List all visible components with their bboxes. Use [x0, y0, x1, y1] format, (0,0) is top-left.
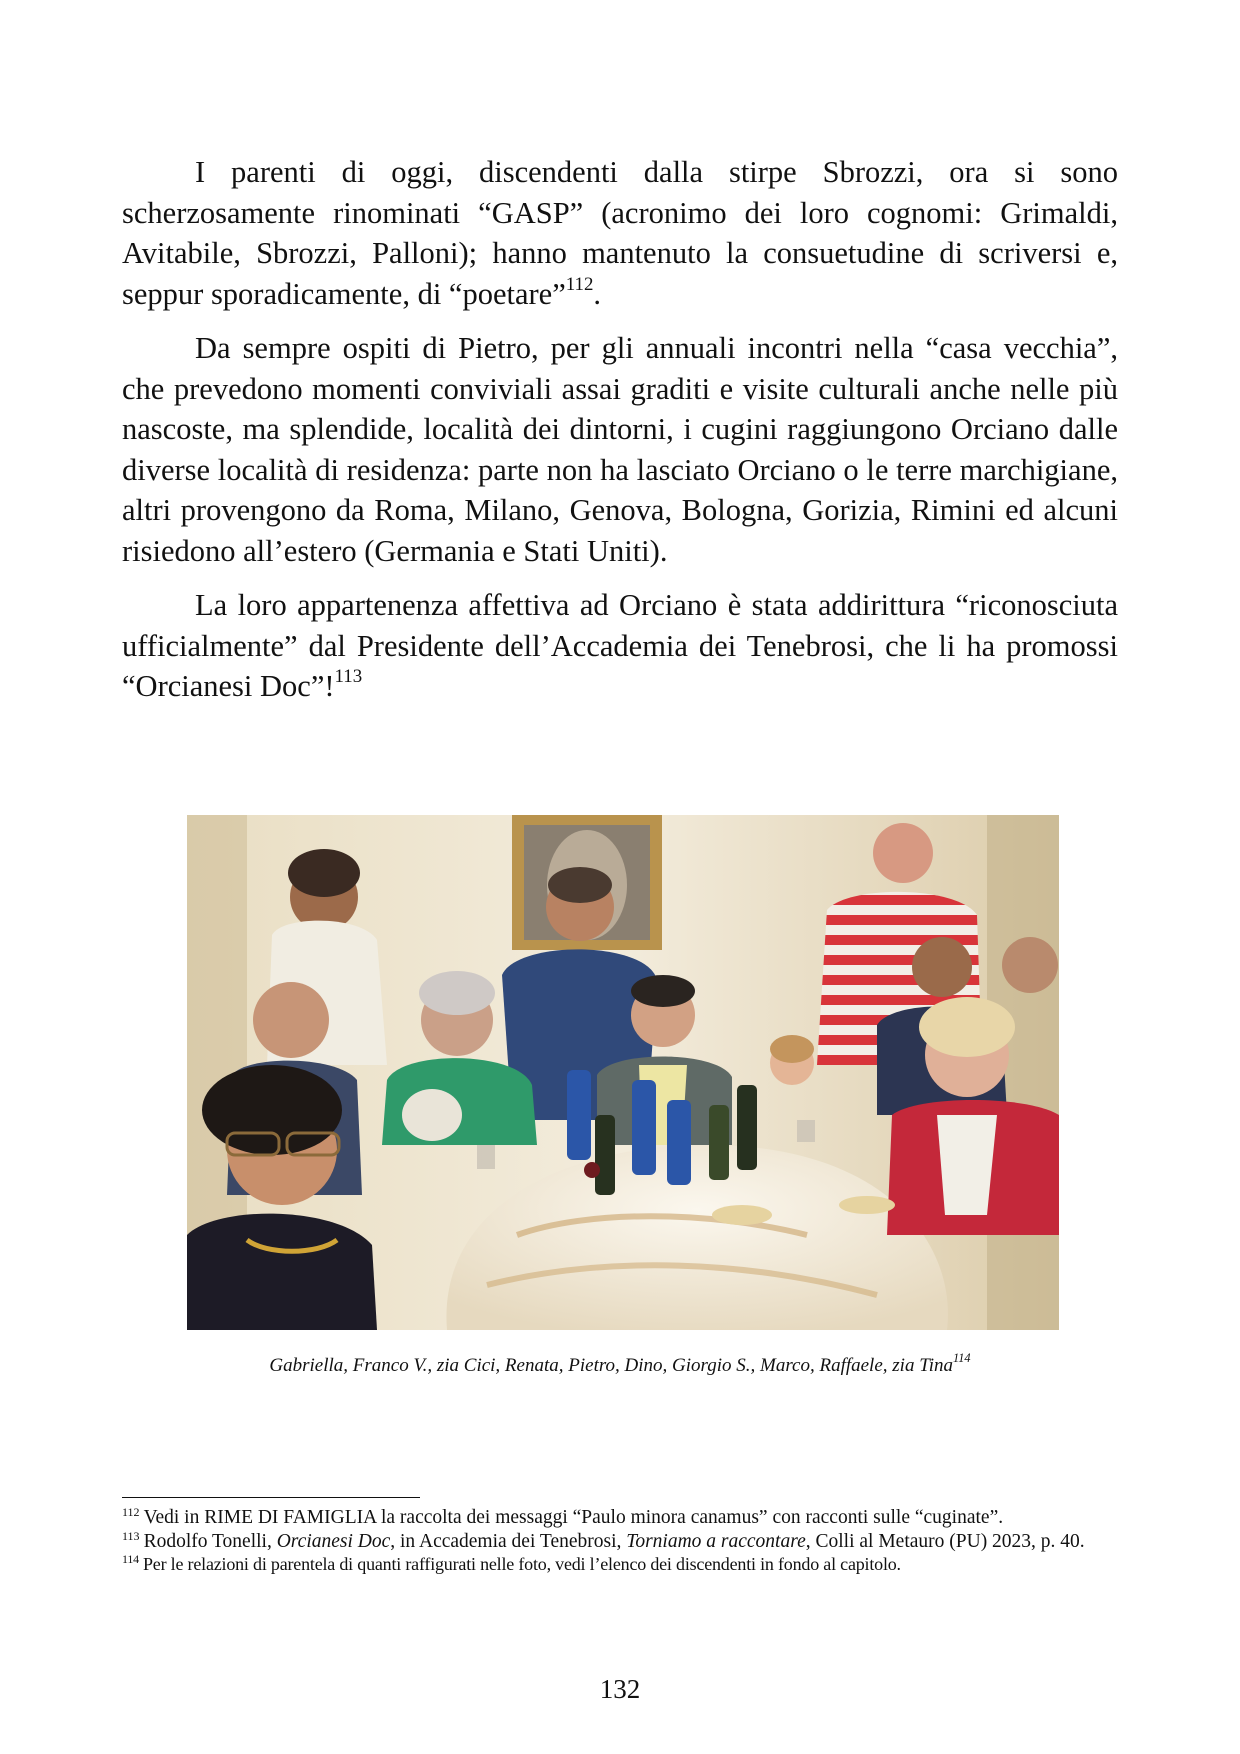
footnote-number: 112: [122, 1505, 140, 1519]
family-dinner-photo: [187, 815, 1059, 1330]
footnotes: [122, 1506, 1118, 1577]
body-text: [122, 152, 1118, 721]
work-title: Orcianesi Doc: [276, 1530, 391, 1552]
footnote-number: 113: [122, 1528, 140, 1543]
footnote-114: $^{114}$ Per le relazioni di parentela di quanti raffigurati nelle foto, vedi l’elenco dei discendenti in fondo al capitolo.: [122, 1552, 901, 1574]
footnote-112: $^{112}$ Vedi in RIME DI FAMIGLIA la raccolta dei messaggi “Paulo minora canamus” con racconti sulle “cuginate”.: [122, 1505, 1004, 1528]
footnote-number: 114: [122, 1552, 139, 1566]
page-number: 132: [599, 1674, 641, 1704]
footnote-ref-112[interactable]: 112: [565, 273, 594, 295]
paragraph-orcianesi-doc: La loro appartenenza affettiva ad Orciano è stata addirittura “riconosciuta ufficialmente” dal Presidente dell’Accademia dei Tenebrosi, che li ha promossi “Orcianesi Doc”!$^{113}$: [122, 588, 1118, 703]
footnote-ref-114[interactable]: 114: [953, 1350, 971, 1365]
paragraph-gasp: I parenti di oggi, discendenti dalla stirpe Sbrozzi, ora si sono scherzosamente rinominati “GASP” (acronimo dei loro cognomi: Grimaldi, Avitabile, Sbrozzi, Palloni); hanno mantenuto la consuetudine di scriversi e, seppur sporadicamente, di “poetare”$^{112}$.: [122, 155, 1118, 311]
photo-caption: Gabriella, Franco V., zia Cici, Renata, Pietro, Dino, Giorgio S., Marco, Raffaele, zia Tina$^{114}$: [269, 1350, 971, 1376]
book-title: Torniamo a raccontare: [626, 1530, 806, 1552]
paragraph-casa-vecchia: Da sempre ospiti di Pietro, per gli annuali incontri nella “casa vecchia”, che prevedono momenti conviviali assai graditi e visite culturali anche nelle più nascoste, ma splendide, località dei dintorni, i cugini raggiungono Orciano dalle diverse località di residenza: parte non ha lasciato Orciano o le terre marchigiane, altri provengono da Roma, Milano, Genova, Bologna, Gorizia, Rimini ed alcuni risiedono all’estero (Germania e Stati Uniti).: [122, 331, 1118, 568]
footnote-separator: [122, 1497, 420, 1498]
footnote-ref-113[interactable]: 113: [334, 665, 363, 687]
footnote-113: $^{113}$ Rodolfo Tonelli, Orcianesi Doc, in Accademia dei Tenebrosi, Torniamo a raccontare, Colli al Metauro (PU) 2023, p. 40.: [122, 1528, 1085, 1552]
